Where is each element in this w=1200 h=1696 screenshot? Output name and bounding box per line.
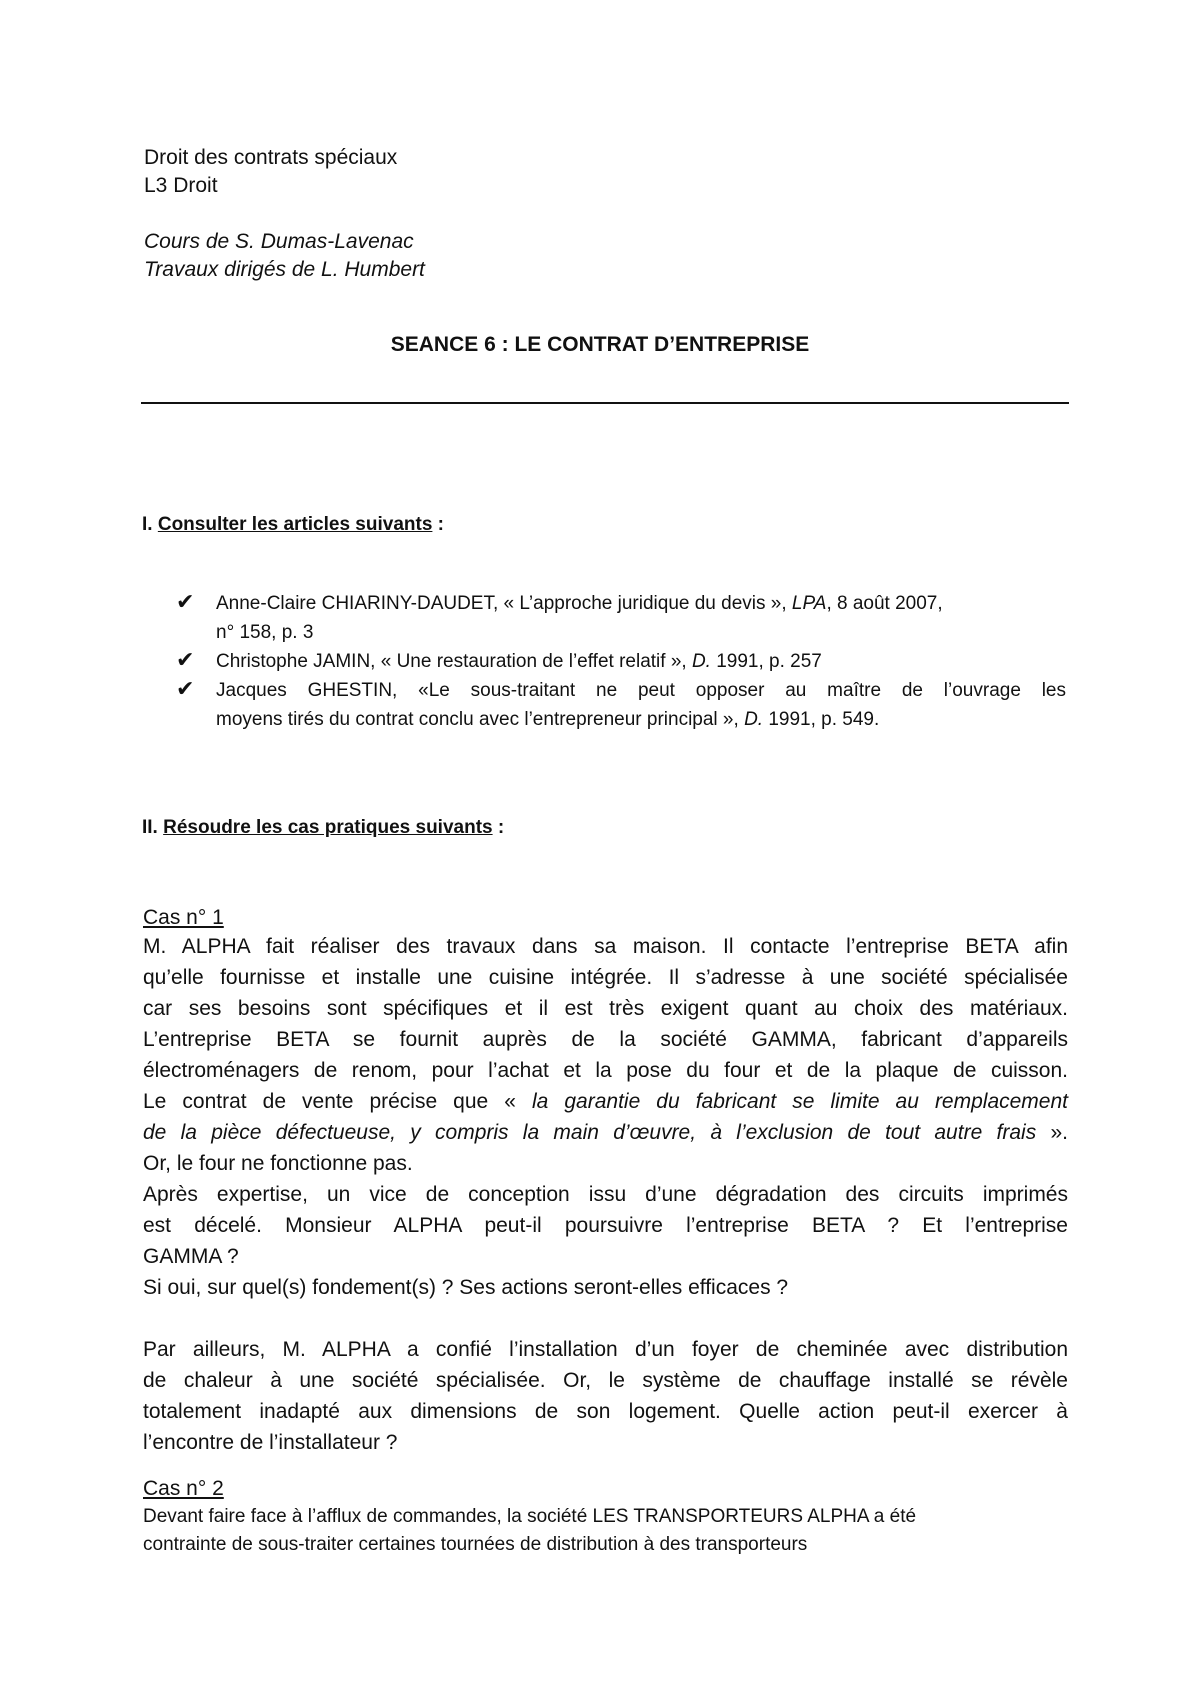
case-1-heading: Cas n° 1 <box>143 906 224 929</box>
title-divider <box>141 402 1069 404</box>
section-1-label: Consulter les articles suivants <box>157 514 433 535</box>
reference-journal: D. <box>691 651 711 672</box>
check-icon: ✔ <box>176 589 195 614</box>
case-1-line: est décelé. Monsieur ALPHA peut-il poursuivre l’entreprise BETA ? Et l’entreprise <box>143 1214 1068 1237</box>
check-icon: ✔ <box>176 647 195 672</box>
reference-text: Christophe JAMIN, « Une restauration de l’effet relatif », <box>216 651 692 672</box>
reference-text: 1991, p. 549. <box>763 709 880 730</box>
reference-text: , 8 août 2007, <box>826 593 943 614</box>
case-1-line: Or, le four ne fonctionne pas. <box>143 1152 413 1175</box>
case-1-line: Après expertise, un vice de conception issu d’une dégradation des circuits imprimés <box>143 1183 1068 1206</box>
section-2-label: Résoudre les cas pratiques suivants <box>163 817 493 838</box>
case-1-quote-line <box>143 1086 1068 1117</box>
reference-text: 1991, p. 257 <box>710 651 822 672</box>
case-1-para2-line: totalement inadapté aux dimensions de son logement. Quelle action peut-il exercer à <box>143 1400 1068 1423</box>
reference-item <box>216 647 1066 676</box>
reference-text: n° 158, p. 3 <box>216 622 314 643</box>
page-title: SEANCE 6 : LE CONTRAT D’ENTREPRISE <box>390 333 810 356</box>
case-1-para2-line: de chaleur à une société spécialisée. Or, le système de chauffage installé se révèle <box>143 1369 1068 1392</box>
reference-item <box>216 676 1066 734</box>
case-2-line: Devant faire face à l’afflux de commandes, la société LES TRANSPORTEURS ALPHA a été <box>143 1506 917 1527</box>
reference-text: Anne-Claire CHIARINY-DAUDET, « L’approche juridique du devis », <box>216 593 792 614</box>
lecturer: Cours de S. Dumas-Lavenac <box>144 230 414 253</box>
case-2-line: contrainte de sous-traiter certaines tournées de distribution à des transporteurs <box>143 1534 808 1555</box>
case-1-para2-line: Par ailleurs, M. ALPHA a confié l’installation d’un foyer de cheminée avec distribution <box>143 1338 1068 1361</box>
case-1-text: Le contrat de vente précise que « <box>143 1090 532 1113</box>
section-2-heading <box>142 817 504 839</box>
case-1-quote-line <box>143 1117 1068 1148</box>
reference-text: moyens tirés du contrat conclu avec l’entrepreneur principal », <box>216 709 745 730</box>
course-level: L3 Droit <box>144 174 218 197</box>
case-1-quote: la garantie du fabricant se limite au remplacement <box>531 1090 1068 1113</box>
reference-journal: D. <box>744 709 764 730</box>
case-1-line: L’entreprise BETA se fournit auprès de la société GAMMA, fabricant d’appareils <box>143 1028 1068 1051</box>
case-1-line: qu’elle fournisse et installe une cuisine intégrée. Il s’adresse à une société spécialisée <box>143 966 1068 989</box>
section-1-colon: : <box>432 514 445 535</box>
section-1-number: I. <box>142 514 158 535</box>
case-1-line: Si oui, sur quel(s) fondement(s) ? Ses actions seront-elles efficaces ? <box>143 1276 789 1299</box>
case-1-para2-line: l’encontre de l’installateur ? <box>143 1431 398 1454</box>
reference-journal: LPA <box>791 593 827 614</box>
case-1-line: électroménagers de renom, pour l’achat et la pose du four et de la plaque de cuisson. <box>143 1059 1068 1082</box>
check-icon: ✔ <box>176 676 195 701</box>
course-name: Droit des contrats spéciaux <box>144 146 398 169</box>
reference-text: Jacques GHESTIN, «Le sous-traitant ne peut opposer au maître de l’ouvrage les <box>216 680 1066 701</box>
case-2-heading: Cas n° 2 <box>143 1477 224 1500</box>
case-1-text: ». <box>1036 1121 1068 1144</box>
case-1-line: car ses besoins sont spécifiques et il est très exigent quant au choix des matériaux. <box>143 997 1068 1020</box>
td-instructor: Travaux dirigés de L. Humbert <box>144 258 425 281</box>
section-1-heading <box>142 514 444 536</box>
case-1-line: GAMMA ? <box>143 1245 239 1268</box>
section-2-number: II. <box>142 817 164 838</box>
case-1-quote: de la pièce défectueuse, y compris la main d’œuvre, à l’exclusion de tout autre frais <box>143 1121 1037 1144</box>
case-1-line: M. ALPHA fait réaliser des travaux dans sa maison. Il contacte l’entreprise BETA afin <box>143 935 1068 958</box>
section-2-colon: : <box>492 817 505 838</box>
reference-item <box>216 589 1066 647</box>
